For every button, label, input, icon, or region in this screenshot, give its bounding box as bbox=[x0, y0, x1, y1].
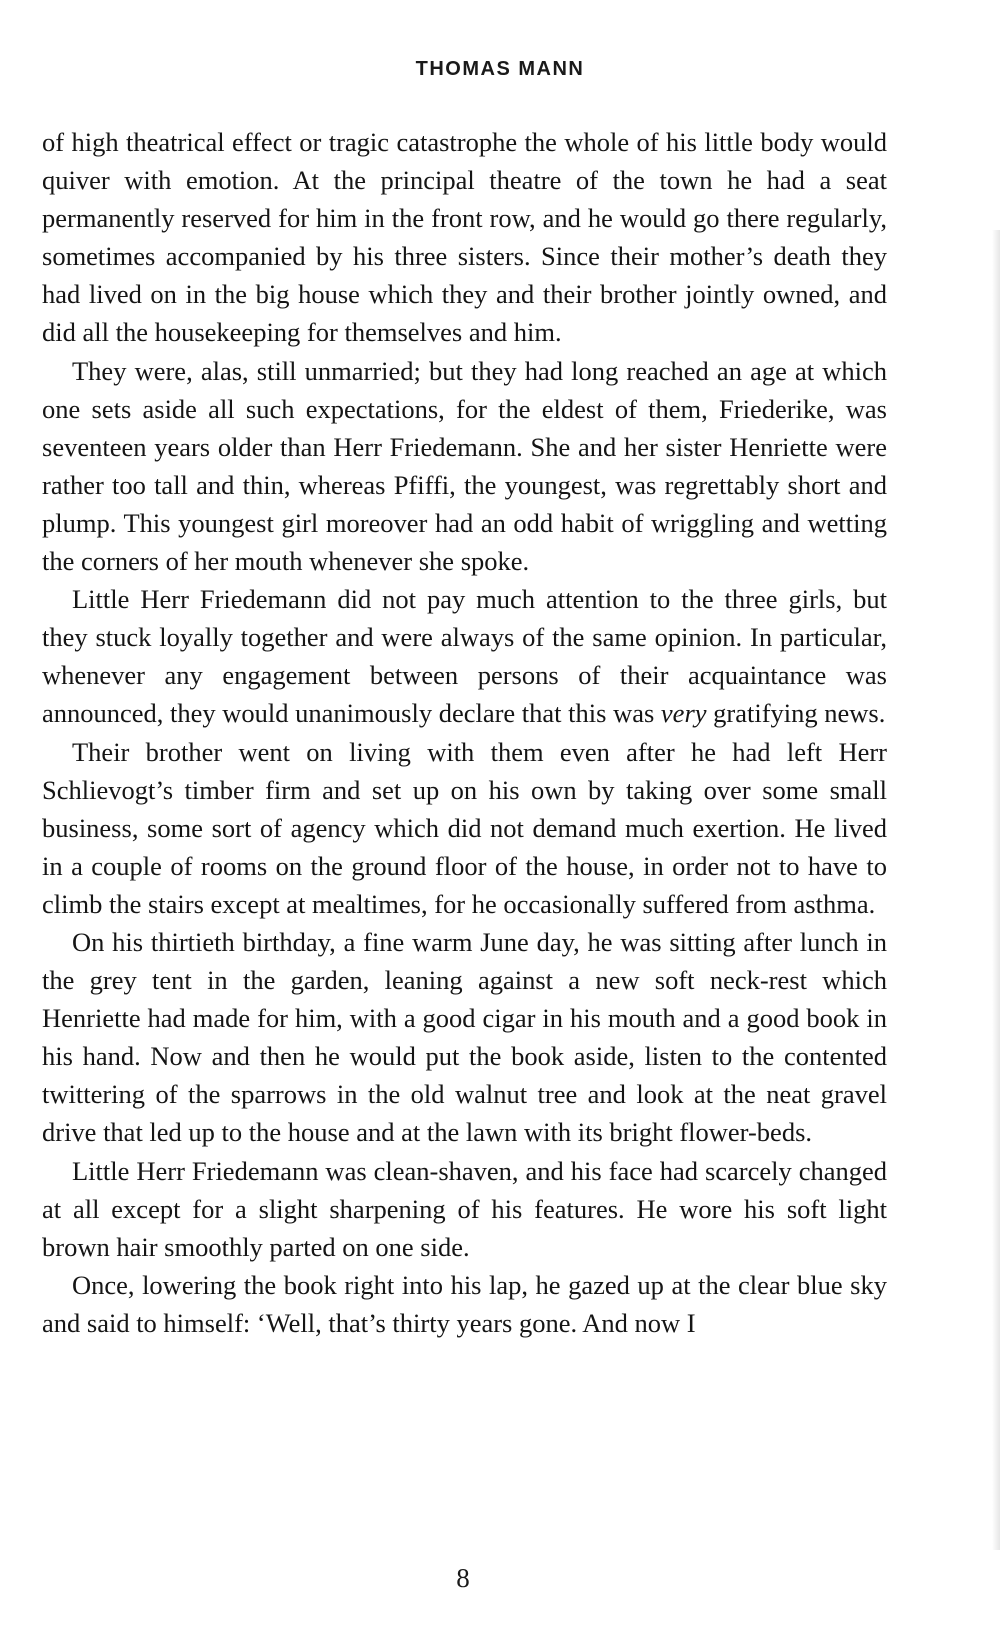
paragraph-text: gratifying news. bbox=[706, 698, 886, 729]
paragraph: Once, lowering the book right into his lap, he gazed up at the clear blue sky and said to himself: ‘Well, that’s thirty years gone. And now I bbox=[42, 1269, 887, 1338]
paragraph: of high theatrical effect or tragic catastrophe the whole of his little body would quiver with emotion. At the principal theatre of the town he had a seat permanently reserved for him in the front row, and he would go there regularly, sometimes accompanied by his three sisters. Since their mother’s death they had lived on in the big house which they and their brother jointly owned, and did all the housekeeping for themselves and him. bbox=[42, 127, 887, 348]
paragraph bbox=[42, 580, 887, 732]
running-head: THOMAS MANN bbox=[415, 58, 585, 80]
paragraph: Their brother went on living with them even after he had left Herr Schlievogt’s timber firm and set up on his own by taking over some small business, some sort of agency which did not demand much exertion. He lived in a couple of rooms on the ground floor of the house, in order not to have to climb the stairs except at mealtimes, for he occasionally suffered from asthma. bbox=[42, 736, 887, 919]
paragraph: On his thirtieth birthday, a fine warm June day, he was sitting after lunch in the grey tent in the garden, leaning against a new soft neck-rest which Henriette had made for him, with a good cigar in his mouth and a good book in his hand. Now and then he would put the book aside, listen to the contented twittering of the sparrows in the old walnut tree and look at the neat gravel drive that led up to the house and at the lawn with its bright flower-beds. bbox=[42, 926, 887, 1148]
body-text bbox=[42, 123, 887, 1342]
page-edge-shadow bbox=[992, 230, 1000, 1550]
emphasis-word: very bbox=[660, 698, 707, 729]
paragraph: They were, alas, still unmarried; but they had long reached an age at which one sets aside all such expectations, for the eldest of them, Friederike, was seventeen years older than Herr Friedemann. She and her sister Henriette were rather too tall and thin, whereas Pfiffi, the youngest, was regrettably short and plump. This youngest girl moreover had an odd habit of wriggling and wetting the corners of her mouth whenever she spoke. bbox=[42, 355, 887, 577]
page-number: 8 bbox=[456, 1563, 470, 1593]
paragraph-text: Little Herr Friedemann did not pay much attention to the three girls, but they stuck loyally together and were always of the same opinion. In particular, whenever any engagement between persons of their acquaintance was announced, they would unanimously declare that this was bbox=[42, 584, 887, 729]
paragraph: Little Herr Friedemann was clean-shaven, and his face had scarcely changed at all except for a slight sharpening of his features. He wore his soft light brown hair smoothly parted on one side. bbox=[42, 1155, 887, 1262]
